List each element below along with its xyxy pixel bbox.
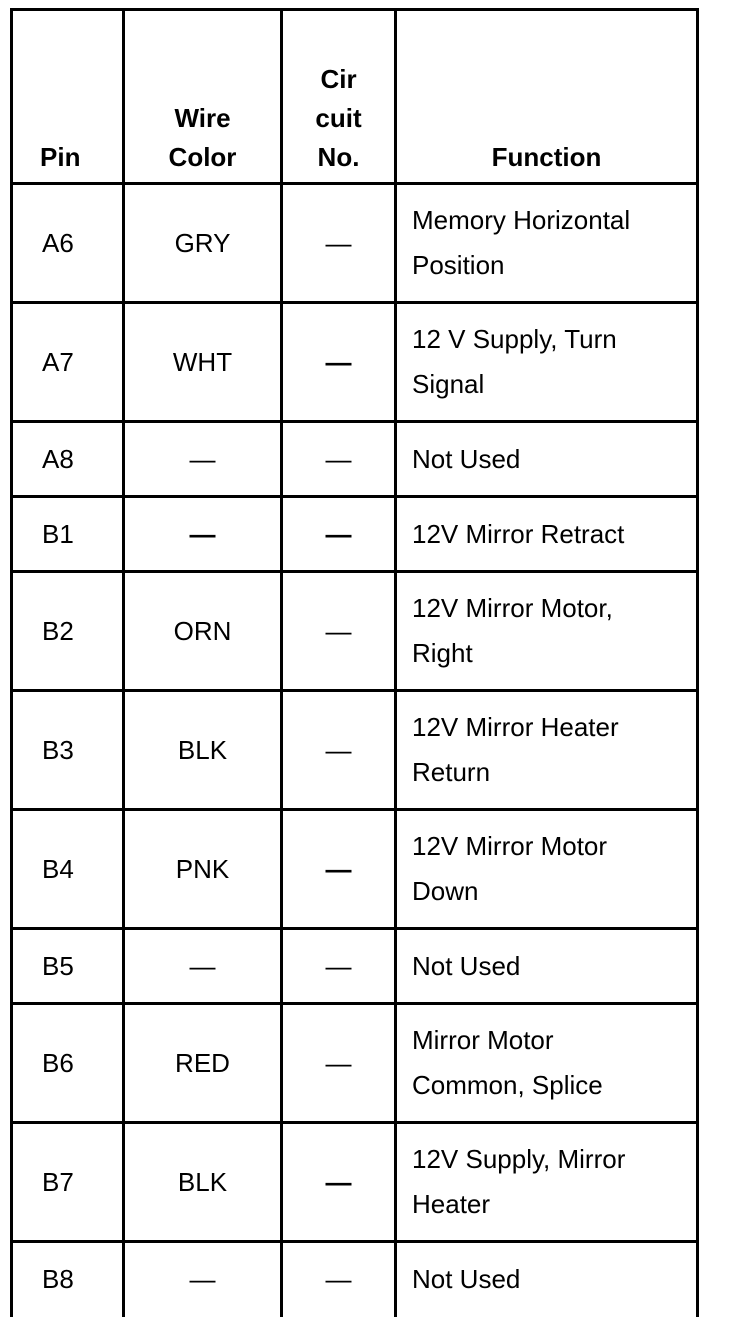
table-row — [12, 184, 698, 303]
table-row — [12, 929, 698, 1004]
circuit-cell: — — [282, 929, 396, 1004]
pin-cell: B7 — [12, 1123, 124, 1242]
wire-color-cell: BLK — [124, 1123, 282, 1242]
pinout-table — [10, 8, 699, 1317]
table-row — [12, 691, 698, 810]
circuit-cell: — — [282, 184, 396, 303]
pin-cell: B2 — [12, 572, 124, 691]
function-cell: 12V Mirror Motor, Right — [396, 572, 698, 691]
pin-cell: B5 — [12, 929, 124, 1004]
pin-cell: B8 — [12, 1242, 124, 1317]
circuit-cell: — — [282, 691, 396, 810]
wire-color-cell: — — [124, 929, 282, 1004]
function-cell: Not Used — [396, 422, 698, 497]
wire-color-cell: PNK — [124, 810, 282, 929]
header-function: Function — [396, 10, 698, 184]
pin-cell: B6 — [12, 1004, 124, 1123]
function-cell: 12V Mirror Motor Down — [396, 810, 698, 929]
circuit-cell: — — [282, 497, 396, 572]
table-row — [12, 1123, 698, 1242]
table-row — [12, 1004, 698, 1123]
wire-color-cell: — — [124, 422, 282, 497]
header-pin: Pin — [12, 10, 124, 184]
pin-cell: A6 — [12, 184, 124, 303]
function-cell: Not Used — [396, 929, 698, 1004]
table-row — [12, 422, 698, 497]
wire-color-cell: WHT — [124, 303, 282, 422]
wire-color-cell: GRY — [124, 184, 282, 303]
wire-color-cell: ORN — [124, 572, 282, 691]
circuit-cell: — — [282, 810, 396, 929]
table-row — [12, 497, 698, 572]
pin-cell: B4 — [12, 810, 124, 929]
circuit-cell: — — [282, 1242, 396, 1317]
table-header-row — [12, 10, 698, 184]
wire-color-cell: BLK — [124, 691, 282, 810]
wire-color-cell: — — [124, 497, 282, 572]
wire-color-cell: RED — [124, 1004, 282, 1123]
header-circuit-no: Cir cuit No. — [282, 10, 396, 184]
function-cell: Not Used — [396, 1242, 698, 1317]
circuit-cell: — — [282, 1004, 396, 1123]
wire-color-cell: — — [124, 1242, 282, 1317]
table-row — [12, 303, 698, 422]
pin-cell: A8 — [12, 422, 124, 497]
pin-cell: A7 — [12, 303, 124, 422]
circuit-cell: — — [282, 572, 396, 691]
function-cell: Mirror Motor Common, Splice — [396, 1004, 698, 1123]
function-cell: 12V Supply, Mirror Heater — [396, 1123, 698, 1242]
function-cell: Memory Horizontal Position — [396, 184, 698, 303]
header-wire-color: Wire Color — [124, 10, 282, 184]
circuit-cell: — — [282, 303, 396, 422]
function-cell: 12 V Supply, Turn Signal — [396, 303, 698, 422]
function-cell: 12V Mirror Retract — [396, 497, 698, 572]
connector-pinout-table — [10, 8, 696, 1317]
pin-cell: B3 — [12, 691, 124, 810]
function-cell: 12V Mirror Heater Return — [396, 691, 698, 810]
pin-cell: B1 — [12, 497, 124, 572]
table-row — [12, 1242, 698, 1317]
table-row — [12, 572, 698, 691]
table-row — [12, 810, 698, 929]
circuit-cell: — — [282, 422, 396, 497]
circuit-cell: — — [282, 1123, 396, 1242]
